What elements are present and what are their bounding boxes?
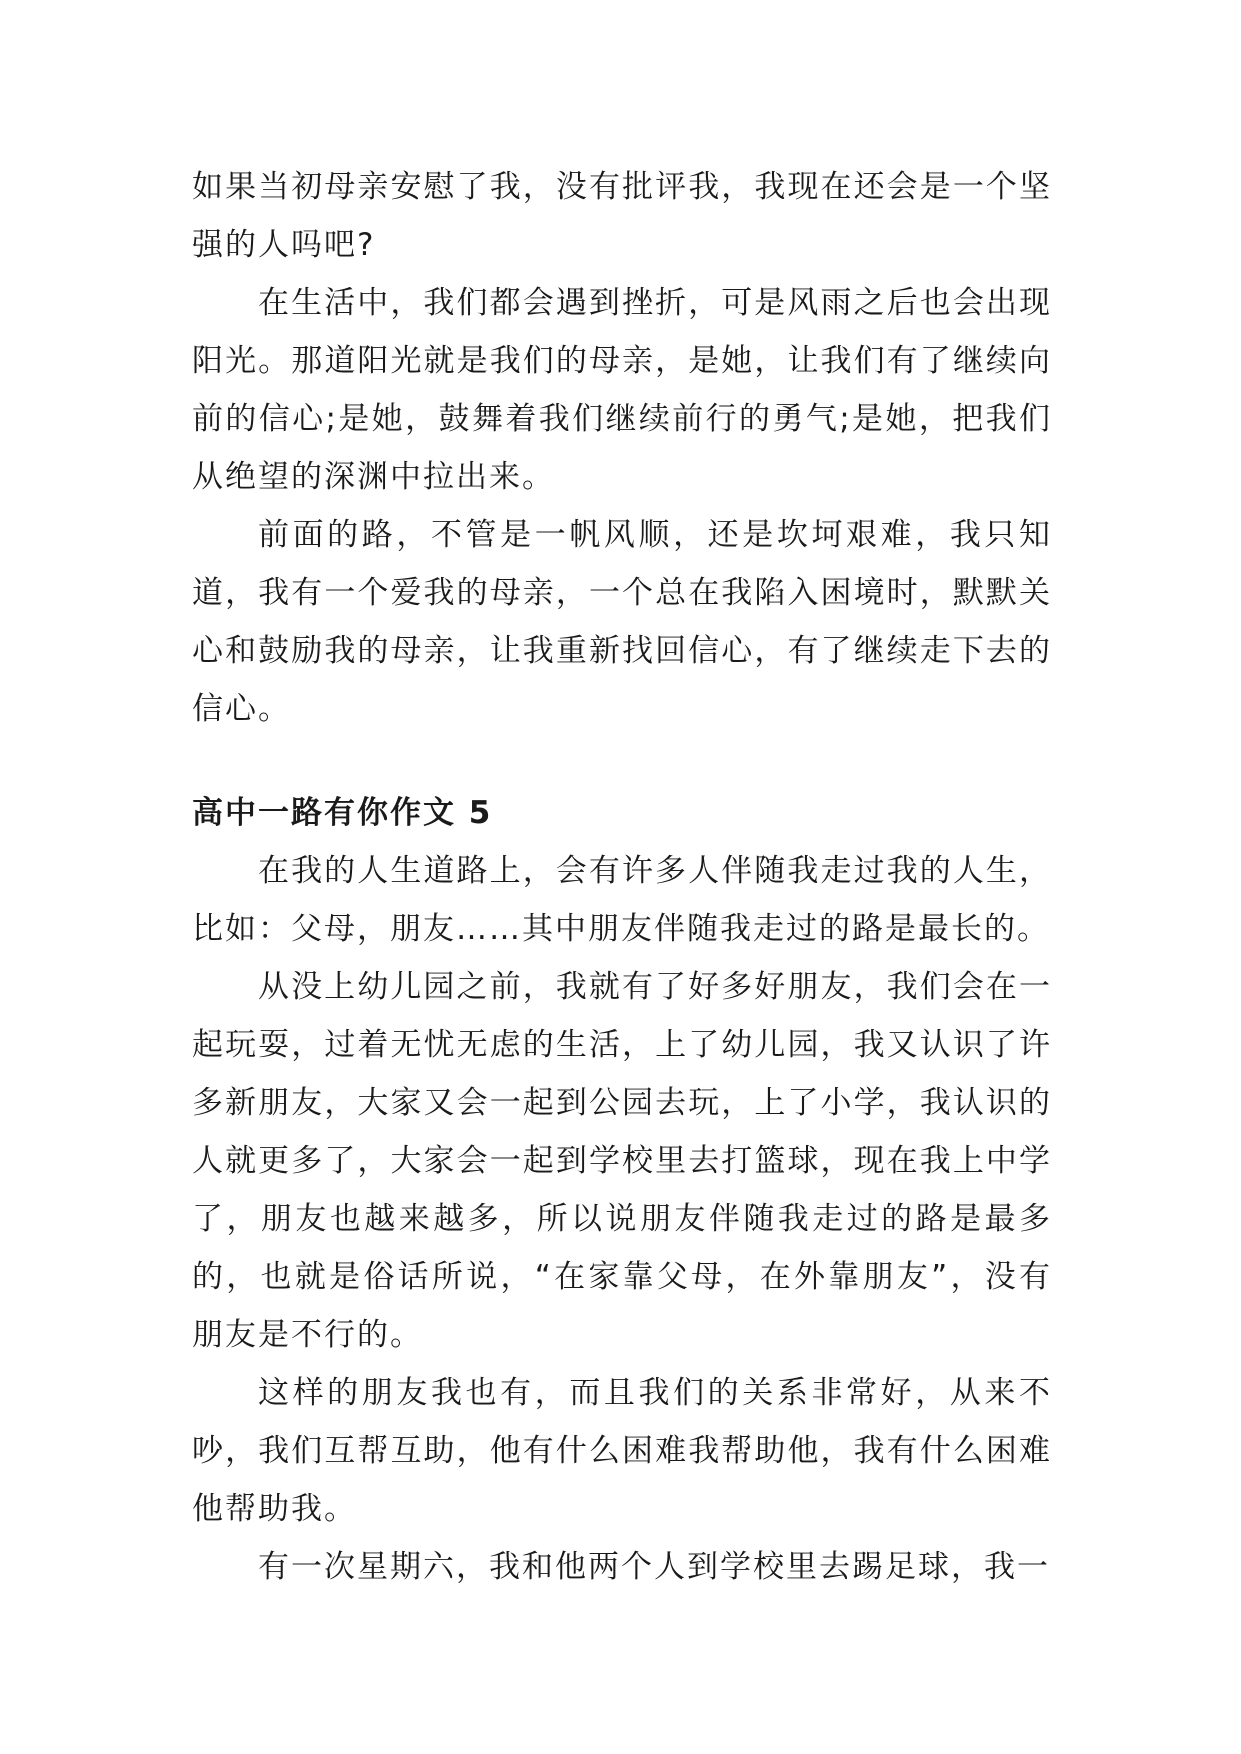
paragraph-7: 有一次星期六，我和他两个人到学校里去踢足球，我一 [258,1549,1050,1585]
paragraph-3: 前面的路，不管是一帆风顺，还是坎坷艰难，我只知道，我有一个爱我的母亲，一个总在我陷入困境时，默默关心和鼓励我的母亲，让我重新找回信心，有了继续走下去的信心。 [192,517,1052,727]
paragraph-4: 在我的人生道路上，会有许多人伴随我走过我的人生，比如：父母，朋友……其中朋友伴随我走过的路是最长的。 [192,853,1052,947]
paragraph-6: 这样的朋友我也有，而且我们的关系非常好，从来不吵，我们互帮互助，他有什么困难我帮助他，我有什么困难他帮助我。 [192,1375,1052,1527]
paragraph-2: 在生活中，我们都会遇到挫折，可是风雨之后也会出现阳光。那道阳光就是我们的母亲，是她，让我们有了继续向前的信心;是她，鼓舞着我们继续前行的勇气;是她，把我们从绝望的深渊中拉出来。 [192,285,1052,495]
paragraph-5: 从没上幼儿园之前，我就有了好多好朋友，我们会在一起玩耍，过着无忧无虑的生活，上了幼儿园，我又认识了许多新朋友，大家又会一起到公园去玩，上了小学，我认识的人就更多了，大家会一起到学校里去打篮球，现在我上中学了，朋友也越来越多，所以说朋友伴随我走过的路是最多的，也就是俗话所说，“在家靠父母，在外靠朋友”，没有朋友是不行的。 [192,969,1052,1353]
paragraph-1: 如果当初母亲安慰了我，没有批评我，我现在还会是一个坚强的人吗吧? [192,169,1052,263]
document-body [192,158,1052,1596]
section-title: 高中一路有你作文 5 [192,795,493,831]
